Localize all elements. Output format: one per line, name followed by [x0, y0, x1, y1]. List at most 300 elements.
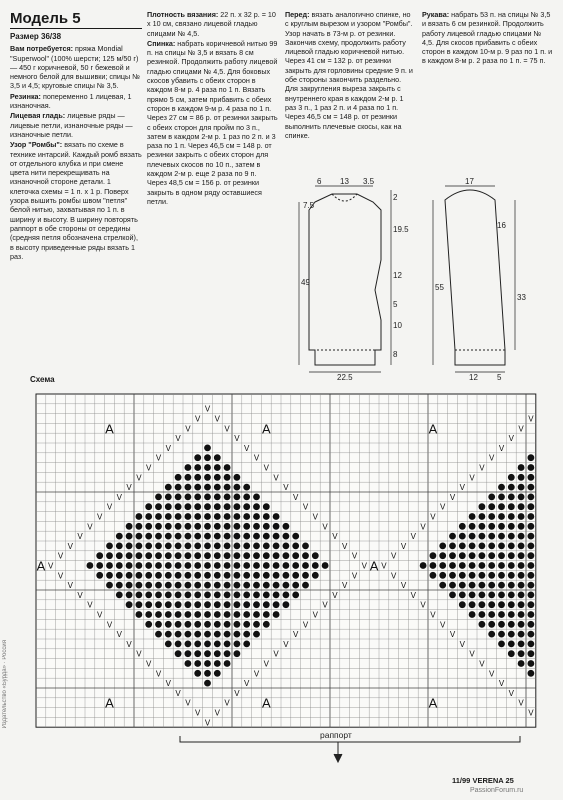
dot-mark — [234, 611, 241, 618]
dot-mark — [224, 552, 231, 559]
v-mark: V — [263, 463, 269, 473]
dot-mark — [273, 552, 280, 559]
v-mark: V — [420, 522, 426, 532]
text-column-4 — [422, 10, 554, 67]
dot-mark — [479, 601, 486, 608]
v-mark: V — [312, 610, 318, 620]
v-mark: V — [459, 483, 465, 493]
dot-mark — [498, 503, 505, 510]
chart-grid — [36, 394, 536, 727]
dot-mark — [243, 641, 250, 648]
dot-mark — [204, 592, 211, 599]
dot-mark — [488, 513, 495, 520]
dot-mark — [126, 533, 133, 540]
dot-mark — [204, 552, 211, 559]
v-mark: V — [400, 541, 407, 551]
rhombus-label: Узор "Ромбы": — [10, 140, 63, 150]
dot-mark — [214, 543, 221, 550]
dot-mark — [488, 533, 495, 540]
dot-mark — [518, 494, 525, 501]
v-mark: V — [302, 502, 309, 512]
dot-mark — [498, 543, 505, 550]
dot-mark — [508, 611, 515, 618]
dot-mark — [253, 611, 260, 618]
dot-mark — [204, 543, 211, 550]
dot-mark — [449, 552, 456, 559]
dot-mark — [263, 513, 270, 520]
dot-mark — [165, 533, 172, 540]
v-mark: V — [479, 463, 485, 473]
dot-mark — [155, 533, 162, 540]
v-mark: V — [302, 620, 309, 630]
v-mark: V — [518, 698, 524, 708]
dot-mark — [136, 533, 143, 540]
dot-mark — [498, 611, 505, 618]
dot-mark — [204, 503, 211, 510]
dot-mark — [136, 572, 143, 579]
dot-mark — [234, 621, 241, 628]
dot-mark — [469, 582, 476, 589]
v-mark: V — [351, 551, 358, 561]
dot-mark — [165, 611, 172, 618]
dot-mark — [106, 572, 113, 579]
dot-mark — [234, 523, 241, 530]
v-mark: V — [469, 649, 475, 659]
dot-mark — [518, 631, 525, 638]
dot-mark — [185, 533, 192, 540]
dot-mark — [214, 484, 221, 491]
v-mark: V — [67, 541, 73, 551]
dot-mark — [204, 533, 211, 540]
dot-mark — [126, 572, 133, 579]
dot-mark — [263, 611, 270, 618]
dot-mark — [253, 533, 260, 540]
dot-mark — [528, 464, 535, 471]
dot-mark — [508, 533, 515, 540]
dot-mark — [263, 601, 270, 608]
dot-mark — [253, 523, 260, 530]
dot-mark — [214, 503, 221, 510]
v-mark: V — [146, 659, 152, 669]
dot-mark — [253, 543, 260, 550]
dot-mark — [175, 543, 182, 550]
dot-mark — [165, 552, 172, 559]
v-mark: V — [48, 561, 54, 571]
dot-mark — [224, 523, 231, 530]
dot-mark — [155, 523, 162, 530]
dot-mark — [155, 582, 162, 589]
v-mark: V — [204, 404, 211, 414]
dot-mark — [145, 513, 152, 520]
dot-mark — [204, 582, 211, 589]
v-mark: V — [440, 502, 446, 512]
dot-mark — [528, 572, 535, 579]
dot-mark — [430, 552, 437, 559]
v-mark: V — [351, 571, 358, 581]
dot-mark — [224, 582, 231, 589]
dot-mark — [136, 523, 143, 530]
dot-mark — [155, 552, 162, 559]
dot-mark — [488, 494, 495, 501]
dot-mark — [498, 631, 505, 638]
dot-mark — [528, 621, 535, 628]
v-mark: V — [391, 571, 397, 581]
dot-mark — [508, 494, 515, 501]
dot-mark — [243, 513, 250, 520]
dot-mark — [87, 562, 94, 569]
dot-mark — [204, 494, 211, 501]
dot-mark — [145, 601, 152, 608]
body-outline — [309, 194, 381, 365]
dot-mark — [145, 552, 152, 559]
dot-mark — [234, 641, 241, 648]
dot-mark — [194, 650, 201, 657]
dot-mark — [224, 484, 231, 491]
v-mark: V — [322, 600, 328, 610]
dot-mark — [243, 494, 250, 501]
dot-mark — [488, 552, 495, 559]
v-mark: V — [165, 443, 171, 453]
dim-top-neck: 13 — [340, 177, 349, 186]
dot-mark — [312, 552, 319, 559]
dot-mark — [175, 592, 182, 599]
dot-mark — [185, 631, 192, 638]
front-text: вязать аналогично спинке, но с круглым вырезом и узором "Ромбы". Узор начать в 73-м р. от резинки. Закончив схему, продолжить работу лицевой гладью коричневой нитью. Через 41 см = 132 р. от резинки закрыть для горловины средние 9 п. и обе стороны закончить раздельно. Для закругления выреза закрыть с внутреннего края в каждом 2-м р. 1 раз 3 п., 1 раз 2 п. и 4 раза по 1 п. Через 46,5 см = 148 р. от резинки выполнить плечевые скосы, как на спинке. — [285, 10, 413, 140]
dot-mark — [214, 523, 221, 530]
dot-mark — [194, 503, 201, 510]
dot-mark — [194, 513, 201, 520]
dot-mark — [96, 562, 103, 569]
dot-mark — [498, 641, 505, 648]
dot-mark — [204, 650, 211, 657]
dot-mark — [243, 484, 250, 491]
dot-mark — [439, 552, 446, 559]
v-mark: V — [332, 532, 338, 542]
sleeve-label: Рукава: — [422, 10, 450, 19]
dot-mark — [469, 611, 476, 618]
v-mark: V — [155, 669, 162, 679]
dot-mark — [243, 523, 250, 530]
v-mark: V — [204, 718, 211, 728]
dot-mark — [528, 641, 535, 648]
dot-mark — [292, 543, 299, 550]
dot-mark — [165, 513, 172, 520]
dot-mark — [234, 592, 241, 599]
dot-mark — [234, 582, 241, 589]
dot-mark — [449, 592, 456, 599]
v-mark: V — [440, 620, 446, 630]
dot-mark — [518, 464, 525, 471]
dot-mark — [145, 572, 152, 579]
dot-mark — [488, 621, 495, 628]
dot-mark — [155, 503, 162, 510]
stockinette-text: лицевые ряды — лицевые петли, изнаночные ряды — изнаночные петли. — [10, 111, 133, 139]
dot-mark — [243, 582, 250, 589]
dot-mark — [302, 552, 309, 559]
dot-mark — [508, 592, 515, 599]
dot-mark — [283, 552, 290, 559]
dot-mark — [116, 582, 123, 589]
v-mark: V — [244, 443, 250, 453]
dim-right-8: 8 — [393, 350, 398, 359]
dot-mark — [459, 572, 466, 579]
dot-mark — [528, 533, 535, 540]
dot-mark — [498, 484, 505, 491]
dot-mark — [508, 650, 515, 657]
page-number: 25 — [505, 776, 514, 785]
dot-mark — [194, 543, 201, 550]
dot-mark — [488, 592, 495, 599]
dot-mark — [175, 631, 182, 638]
dot-mark — [165, 562, 172, 569]
sleeve-dim-17: 17 — [465, 177, 474, 186]
dot-mark — [204, 680, 211, 687]
dot-mark — [263, 572, 270, 579]
dot-mark — [96, 572, 103, 579]
sleeve-dim-5: 5 — [497, 373, 502, 382]
dim-right-10: 10 — [393, 321, 402, 330]
dot-mark — [518, 641, 525, 648]
dot-mark — [508, 572, 515, 579]
dot-mark — [430, 562, 437, 569]
dot-mark — [175, 562, 182, 569]
dim-top-drop: 3.5 — [363, 177, 375, 186]
v-mark: V — [185, 698, 191, 708]
dot-mark — [175, 494, 182, 501]
dot-mark — [283, 562, 290, 569]
dot-mark — [292, 533, 299, 540]
dot-mark — [263, 582, 270, 589]
dot-mark — [508, 484, 515, 491]
dot-mark — [204, 660, 211, 667]
dot-mark — [528, 601, 535, 608]
dot-mark — [518, 484, 525, 491]
dot-mark — [528, 592, 535, 599]
dot-mark — [528, 660, 535, 667]
v-mark: V — [263, 659, 269, 669]
model-title: Модель 5 — [10, 10, 142, 29]
dot-mark — [234, 543, 241, 550]
dot-mark — [469, 533, 476, 540]
dot-mark — [234, 552, 241, 559]
dot-mark — [185, 650, 192, 657]
dot-mark — [420, 562, 427, 569]
dot-mark — [449, 572, 456, 579]
dim-right-2: 2 — [393, 193, 398, 202]
dim-right-19-5: 19.5 — [393, 225, 409, 234]
dot-mark — [175, 474, 182, 481]
dot-mark — [155, 621, 162, 628]
dot-mark — [273, 601, 280, 608]
dot-mark — [214, 631, 221, 638]
dot-mark — [449, 543, 456, 550]
dot-mark — [224, 543, 231, 550]
dot-mark — [479, 513, 486, 520]
v-mark: V — [57, 551, 64, 561]
dot-mark — [234, 484, 241, 491]
text-column-2 — [147, 10, 278, 207]
neckline-curve — [332, 194, 357, 201]
dot-mark — [165, 592, 172, 599]
rhombus-text: вязать по схеме в технике интарсий. Каждый ромб вязать от отдельного клубка и при смене цвета нити перекрещивать на изнаночной стороне детали. 1 клеточка схемы = 1 п. х 1 р. Поверх узора вышить ромбы швом "петля" белой нитью, захватывая по 1 п. в ширину и высоту. В ширину повторять раппорт в обе стороны от середины (средняя петля обозначена стрелкой), в высоту приведенные ряды вязать 1 раз. — [10, 140, 142, 261]
dot-mark — [498, 572, 505, 579]
dot-mark — [283, 572, 290, 579]
v-mark: V — [116, 630, 122, 640]
dot-mark — [194, 592, 201, 599]
a-mark: A — [36, 558, 46, 574]
dot-mark — [528, 523, 535, 530]
dot-mark — [185, 474, 192, 481]
dot-mark — [234, 631, 241, 638]
dot-mark — [498, 533, 505, 540]
dot-mark — [126, 543, 133, 550]
dot-mark — [165, 543, 172, 550]
dot-mark — [194, 572, 201, 579]
stockinette-label: Лицевая гладь: — [10, 111, 66, 121]
dot-mark — [459, 592, 466, 599]
dot-mark — [283, 533, 290, 540]
dot-mark — [459, 543, 466, 550]
dot-mark — [214, 513, 221, 520]
a-mark: A — [428, 695, 438, 711]
v-mark: V — [77, 590, 83, 600]
dot-mark — [155, 631, 162, 638]
dot-mark — [518, 523, 525, 530]
dot-mark — [185, 494, 192, 501]
dot-mark — [185, 611, 192, 618]
dot-mark — [224, 660, 231, 667]
v-mark: V — [175, 434, 181, 444]
dot-mark — [136, 543, 143, 550]
dot-mark — [253, 592, 260, 599]
v-mark: V — [234, 434, 240, 444]
v-mark: V — [224, 698, 230, 708]
dot-mark — [145, 523, 152, 530]
dot-mark — [224, 513, 231, 520]
dot-mark — [175, 503, 182, 510]
dot-mark — [175, 523, 182, 530]
dot-mark — [528, 552, 535, 559]
dot-mark — [126, 523, 133, 530]
v-mark: V — [87, 522, 93, 532]
dot-mark — [263, 562, 270, 569]
dot-mark — [234, 503, 241, 510]
dot-mark — [498, 592, 505, 599]
v-mark: V — [342, 581, 348, 591]
dot-mark — [469, 572, 476, 579]
dot-mark — [243, 533, 250, 540]
dot-mark — [488, 631, 495, 638]
v-mark: V — [106, 620, 113, 630]
a-mark: A — [261, 421, 271, 437]
dot-mark — [479, 543, 486, 550]
dot-mark — [116, 552, 123, 559]
v-mark: V — [430, 512, 436, 522]
dot-mark — [498, 621, 505, 628]
dot-mark — [194, 523, 201, 530]
dot-mark — [292, 592, 299, 599]
dot-mark — [185, 621, 192, 628]
dot-mark — [518, 611, 525, 618]
dot-mark — [175, 552, 182, 559]
dot-mark — [155, 572, 162, 579]
dot-mark — [302, 572, 309, 579]
dot-mark — [292, 552, 299, 559]
density-paragraph — [147, 10, 278, 38]
dot-mark — [508, 582, 515, 589]
dot-mark — [322, 562, 329, 569]
sleeve-dim-16: 16 — [497, 221, 506, 230]
dot-mark — [126, 552, 133, 559]
dot-mark — [459, 533, 466, 540]
sleeve-dim-33: 33 — [517, 293, 526, 302]
dot-mark — [155, 601, 162, 608]
dot-mark — [136, 562, 143, 569]
dot-mark — [106, 543, 113, 550]
v-mark: V — [195, 414, 201, 424]
v-mark: V — [67, 581, 73, 591]
dot-mark — [204, 631, 211, 638]
dot-mark — [214, 454, 221, 461]
dot-mark — [155, 592, 162, 599]
dot-mark — [224, 601, 231, 608]
dot-mark — [263, 523, 270, 530]
dot-mark — [185, 660, 192, 667]
dot-mark — [234, 533, 241, 540]
chart-title: Схема — [30, 375, 55, 384]
dot-mark — [185, 523, 192, 530]
dot-mark — [214, 621, 221, 628]
dot-mark — [479, 552, 486, 559]
v-mark: V — [234, 688, 240, 698]
dot-mark — [224, 572, 231, 579]
dot-mark — [185, 582, 192, 589]
dot-mark — [528, 484, 535, 491]
dot-mark — [312, 562, 319, 569]
dot-mark — [528, 611, 535, 618]
dot-mark — [528, 631, 535, 638]
v-mark: V — [391, 551, 397, 561]
dot-mark — [175, 572, 182, 579]
dot-mark — [459, 562, 466, 569]
sleeve-text: набрать 53 п. на спицы № 3,5 и вязать 6 см резинкой. Продолжить работу лицевой гладью спицами № 4,5. Для скосов прибавить с обеих сторон в каждом 10-м р. 9 раз по 1 п. и в каждом 8-м р. 2 раза по 1 п. = 75 п. — [422, 10, 553, 66]
dim-right-5: 5 — [393, 300, 398, 309]
dot-mark — [459, 523, 466, 530]
dot-mark — [126, 601, 133, 608]
dot-mark — [253, 631, 260, 638]
dot-mark — [479, 533, 486, 540]
dot-mark — [498, 562, 505, 569]
sleeve-dim-55: 55 — [435, 283, 444, 292]
dot-mark — [488, 543, 495, 550]
v-mark: V — [253, 453, 260, 463]
stockinette-paragraph — [10, 111, 142, 139]
dot-mark — [518, 650, 525, 657]
dot-mark — [283, 543, 290, 550]
materials-paragraph — [10, 44, 142, 90]
dot-mark — [175, 641, 182, 648]
dim-bottom-22-5: 22.5 — [337, 373, 353, 382]
dot-mark — [194, 641, 201, 648]
dot-mark — [214, 670, 221, 677]
dot-mark — [508, 474, 515, 481]
v-mark: V — [400, 581, 407, 591]
dot-mark — [194, 484, 201, 491]
dot-mark — [273, 592, 280, 599]
v-mark: V — [87, 600, 93, 610]
dot-mark — [518, 474, 525, 481]
dot-mark — [253, 552, 260, 559]
